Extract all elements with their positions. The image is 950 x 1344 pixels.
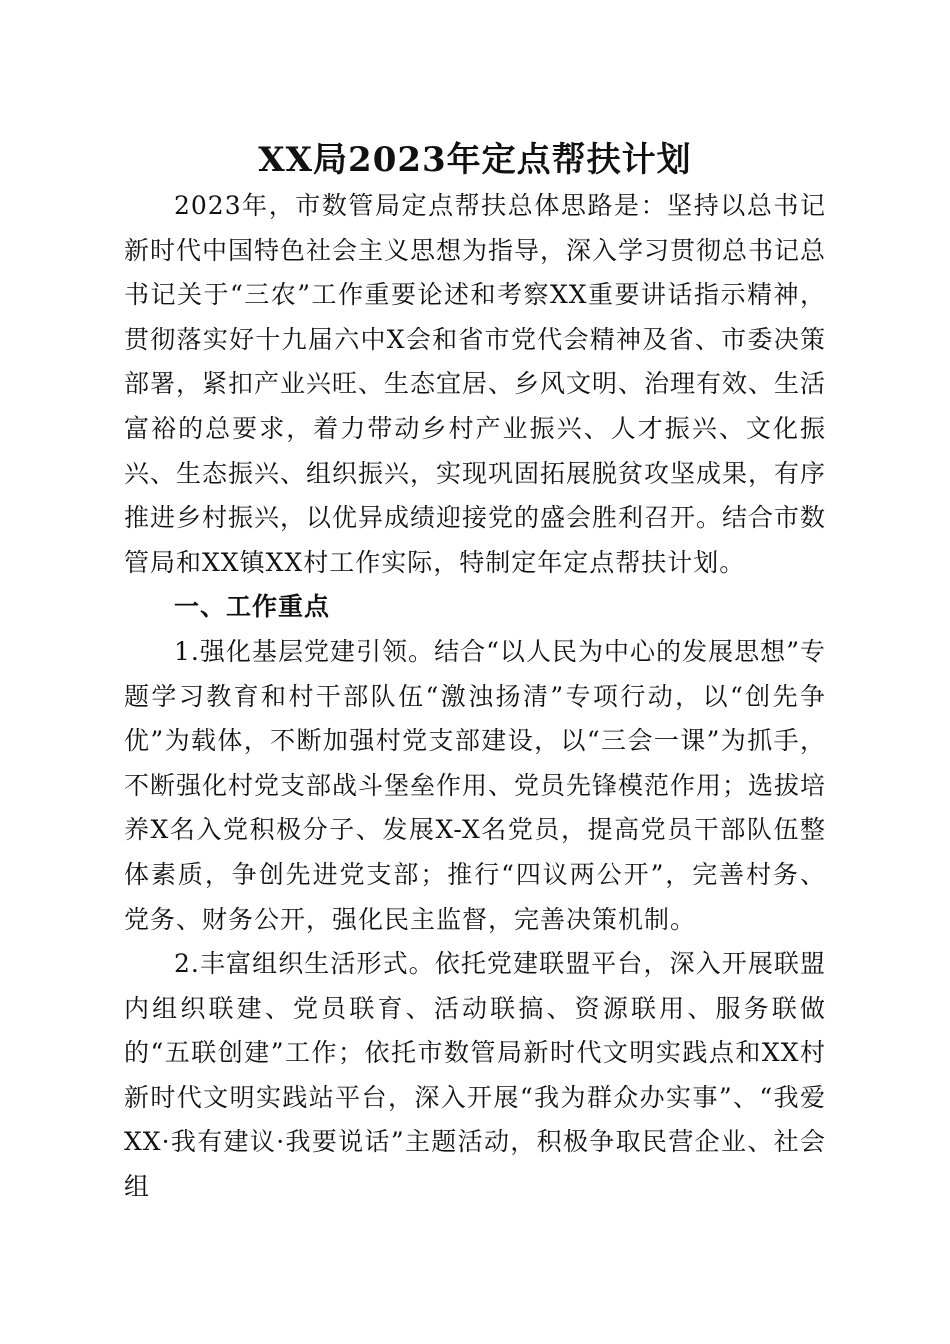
document-title: XX局2023年定点帮扶计划 xyxy=(258,140,692,180)
section-heading-work-focus: 一、工作重点 xyxy=(174,592,331,622)
work-item-1-paragraph: 1.强化基层党建引领。结合“以人民为中心的发展思想”专题学习教育和村干部队伍“激浊扬清”专项行动，以“创先争优”为载体，不断加强村党支部建设，以“三会一课”为抓手，不断强化村党支部战斗堡垒作用、党员先锋模范作用；选拔培养X名入党积极分子、发展X-X名党员，提高党员干部队伍整体素质，争创先进党支部；推行“四议两公开”，完善村务、党务、财务公开，强化民主监督，完善决策机制。 xyxy=(124,636,827,934)
work-item-2-paragraph: 2.丰富组织生活形式。依托党建联盟平台，深入开展联盟内组织联建、党员联育、活动联搞、资源联用、服务联做的“五联创建”工作；依托市数管局新时代文明实践点和XX村新时代文明实践站平台，深入开展“我为群众办实事”、“我爱XX·我有建议·我要说话”主题活动，积极争取民营企业、社会组 xyxy=(124,949,826,1202)
intro-paragraph: 2023年，市数管局定点帮扶总体思路是：坚持以总书记新时代中国特色社会主义思想为指导，深入学习贯彻总书记总书记关于“三农”工作重要论述和考察XX重要讲话指示精神，贯彻落实好十九届六中X会和省市党代会精神及省、市委决策部署，紧扣产业兴旺、生态宜居、乡风文明、治理有效、生活富裕的总要求，着力带动乡村产业振兴、人才振兴、文化振兴、生态振兴、组织振兴，实现巩固拓展脱贫攻坚成果，有序推进乡村振兴，以优异成绩迎接党的盛会胜利召开。结合市数管局和XX镇XX村工作实际，特制定年定点帮扶计划。 xyxy=(124,191,827,577)
document-body xyxy=(124,184,826,1210)
